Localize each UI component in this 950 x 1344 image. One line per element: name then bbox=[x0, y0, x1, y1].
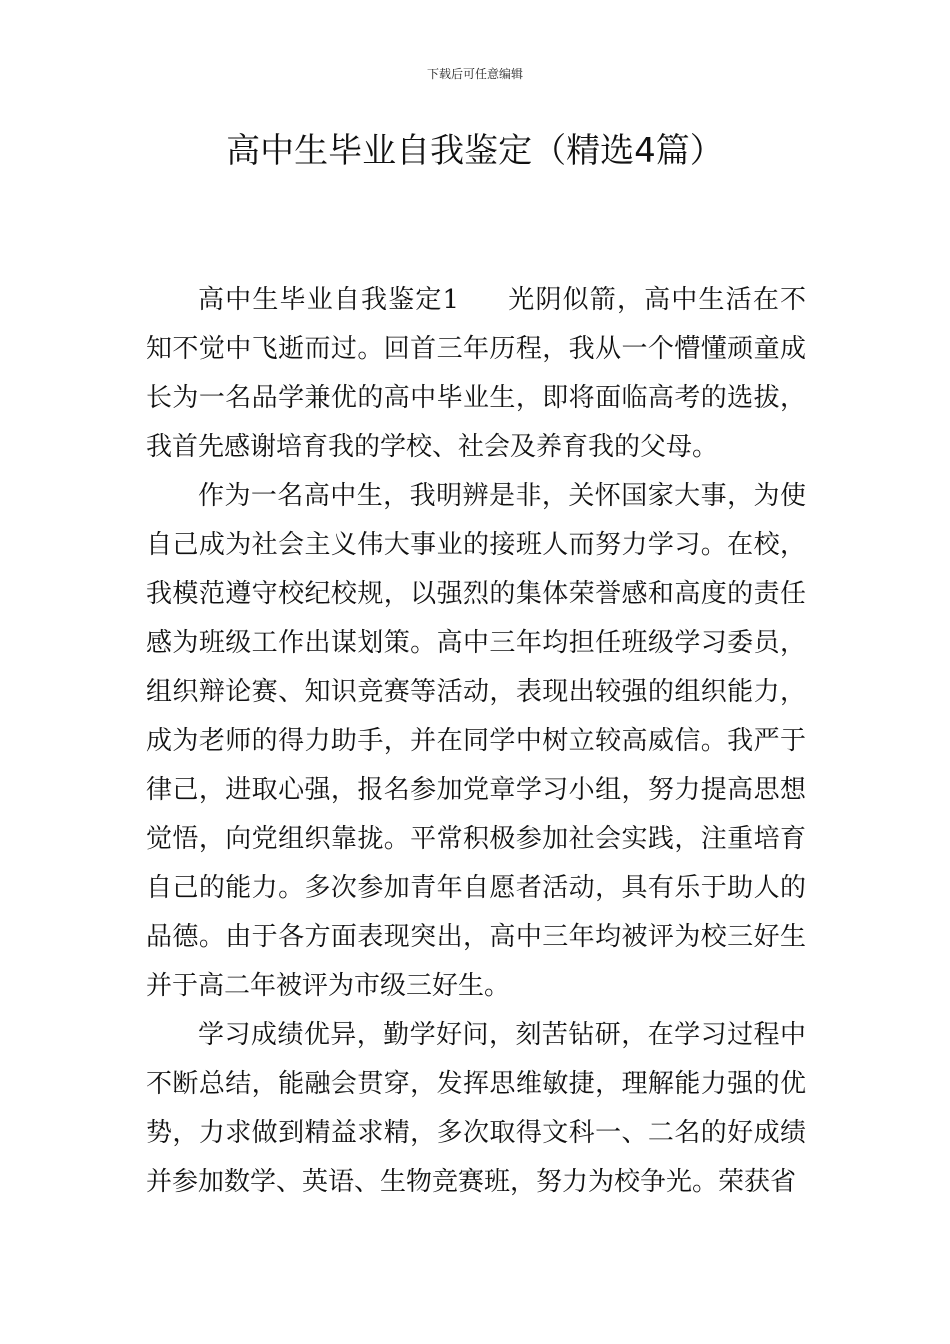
paragraph-3: 学习成绩优异，勤学好问，刻苦钻研，在学习过程中不断总结，能融会贯穿，发挥思维敏捷，理解能力强的优势，力求做到精益求精，多次取得文科一、二名的好成绩并参加数学、英语、生物竞赛班，努力为校争光。荣获省 bbox=[146, 1020, 806, 1197]
document-title: 高中生毕业自我鉴定（精选4篇） bbox=[226, 131, 724, 171]
section-heading: 高中生毕业自我鉴定1 bbox=[198, 285, 460, 315]
header-note: 下载后可任意编辑 bbox=[426, 67, 523, 81]
paragraph-2: 作为一名高中生，我明辨是非，关怀国家大事，为使自己成为社会主义伟大事业的接班人而努力学习。在校，我模范遵守校纪校规，以强烈的集体荣誉感和高度的责任感为班级工作出谋划策。高中三年均担任班级学习委员，组织辩论赛、知识竞赛等活动，表现出较强的组织能力，成为老师的得力助手，并在同学中树立较高威信。我严于律己，进取心强，报名参加党章学习小组，努力提高思想觉悟，向党组织靠拢。平常积极参加社会实践，注重培育自己的能力。多次参加青年自愿者活动，具有乐于助人的品德。由于各方面表现突出，高中三年均被评为校三好生并于高二年被评为市级三好生。 bbox=[146, 481, 806, 1001]
paragraph-1 bbox=[146, 276, 806, 472]
paragraph-1-text: 光阴似箭，高中生活在不知不觉中飞逝而过。回首三年历程，我从一个懵懂顽童成长为一名品学兼优的高中毕业生，即将面临高考的选拔，我首先感谢培育我的学校、社会及养育我的父母。 bbox=[146, 285, 806, 462]
document-body bbox=[146, 276, 806, 1207]
